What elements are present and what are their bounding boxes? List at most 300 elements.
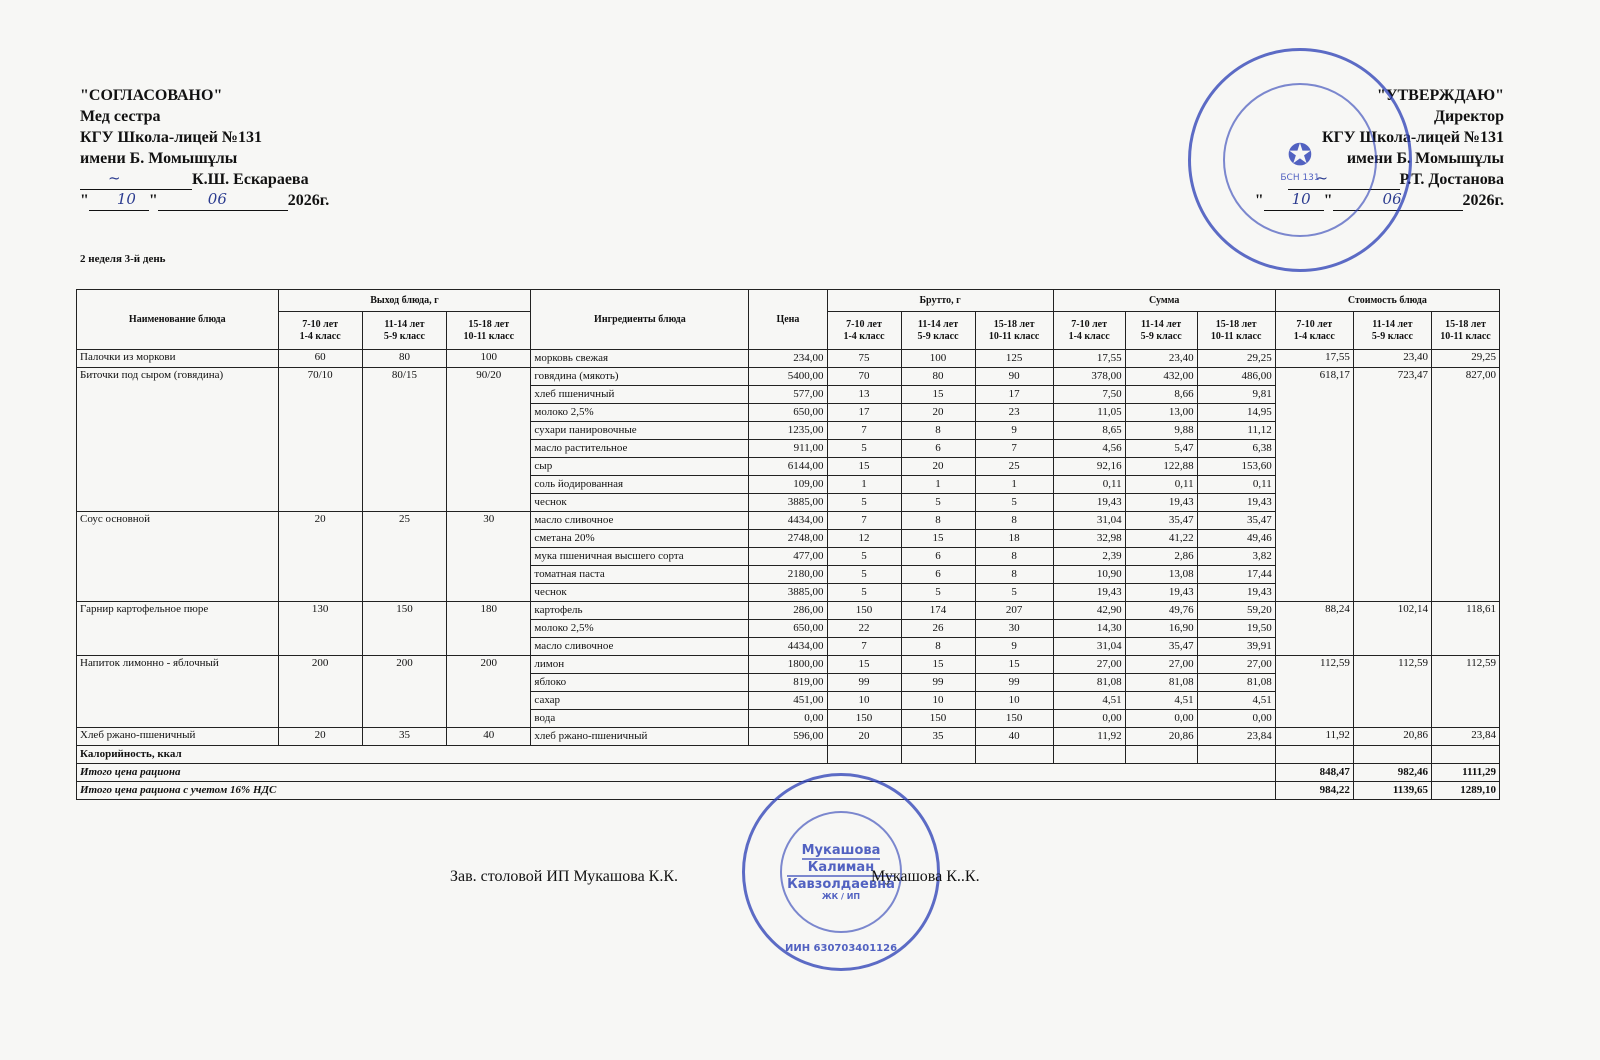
dish-name: Гарнир картофельное пюре — [77, 602, 279, 656]
ingredient-brutto: 7 — [827, 512, 901, 530]
empty-cell — [1275, 746, 1353, 764]
ingredient-name: лимон — [531, 656, 749, 674]
ingredient-name: масло сливочное — [531, 512, 749, 530]
ingredient-sum: 41,22 — [1125, 530, 1197, 548]
age-range: 7-10 лет — [302, 318, 339, 330]
ingredient-sum: 153,60 — [1197, 458, 1275, 476]
class-range: 5-9 класс — [383, 330, 425, 342]
empty-cell — [1053, 746, 1125, 764]
ingredient-brutto: 40 — [975, 728, 1053, 746]
ingredient-sum: 19,50 — [1197, 620, 1275, 638]
dish-output: 30 — [447, 512, 531, 602]
header-price: Цена — [749, 290, 827, 350]
ingredient-price: 2180,00 — [749, 566, 827, 584]
dish-cost: 23,40 — [1353, 350, 1431, 368]
age-range: 7-10 лет — [1071, 318, 1108, 330]
dish-cost: 20,86 — [1353, 728, 1431, 746]
ingredient-brutto: 70 — [827, 368, 901, 386]
ingredient-price: 234,00 — [749, 350, 827, 368]
ingredient-price: 6144,00 — [749, 458, 827, 476]
ingredient-price: 451,00 — [749, 692, 827, 710]
subheader-output-3 — [447, 312, 531, 350]
ingredient-brutto: 1 — [975, 476, 1053, 494]
dish-output: 200 — [362, 656, 446, 728]
school-round-stamp — [1188, 48, 1412, 272]
ingredient-price: 109,00 — [749, 476, 827, 494]
ingredient-price: 3885,00 — [749, 494, 827, 512]
ingredient-name: картофель — [531, 602, 749, 620]
agreed-org: КГУ Школа-лицей №131 — [80, 129, 263, 146]
header-dish: Наименование блюда — [77, 290, 279, 350]
ingredient-name: чеснок — [531, 584, 749, 602]
ingredient-brutto: 100 — [901, 350, 975, 368]
table-row — [77, 656, 1500, 674]
ingredient-sum: 81,08 — [1197, 674, 1275, 692]
subheader-cost-1 — [1275, 312, 1353, 350]
agreed-position: Мед сестра — [80, 108, 161, 125]
age-range: 7-10 лет — [1296, 318, 1333, 330]
dish-cost: 102,14 — [1353, 602, 1431, 656]
header-brutto: Брутто, г — [827, 290, 1053, 312]
class-range: 10-11 класс — [1440, 330, 1491, 342]
ingredient-name: сметана 20% — [531, 530, 749, 548]
class-range: 1-4 класс — [1068, 330, 1110, 342]
class-range: 1-4 класс — [1293, 330, 1335, 342]
class-range: 5-9 класс — [917, 330, 959, 342]
dish-cost: 112,59 — [1353, 656, 1431, 728]
ingredient-sum: 42,90 — [1053, 602, 1125, 620]
ingredient-brutto: 7 — [975, 440, 1053, 458]
date-year: 2026г. — [287, 192, 330, 209]
ingredient-sum: 27,00 — [1125, 656, 1197, 674]
ingredient-brutto: 8 — [975, 548, 1053, 566]
dish-cost: 827,00 — [1431, 368, 1499, 602]
stamp-inn: ИИН 630703401126 — [784, 943, 898, 954]
day-label: 2 неделя 3-й день — [80, 253, 166, 265]
ingredient-brutto: 8 — [975, 512, 1053, 530]
table-row — [77, 728, 1500, 746]
ingredient-brutto: 9 — [975, 638, 1053, 656]
table-row — [77, 368, 1500, 386]
ingredient-sum: 35,47 — [1197, 512, 1275, 530]
ingredient-sum: 14,30 — [1053, 620, 1125, 638]
dish-output: 90/20 — [447, 368, 531, 512]
ingredient-brutto: 5 — [827, 494, 901, 512]
ingredient-price: 819,00 — [749, 674, 827, 692]
dish-output: 20 — [278, 512, 362, 602]
ingredient-name: хлеб ржано-пшеничный — [531, 728, 749, 746]
ingredient-brutto: 10 — [827, 692, 901, 710]
ingredient-brutto: 17 — [827, 404, 901, 422]
class-range: 10-11 класс — [988, 330, 1040, 342]
header-output: Выход блюда, г — [278, 290, 531, 312]
ingredient-sum: 11,92 — [1053, 728, 1125, 746]
approved-position: Директор — [1434, 108, 1504, 125]
ingredient-sum: 4,51 — [1125, 692, 1197, 710]
footer — [450, 868, 980, 886]
approved-title: "УТВЕРЖДАЮ" — [1376, 87, 1504, 104]
ingredient-brutto: 15 — [901, 386, 975, 404]
ingredient-sum: 17,55 — [1053, 350, 1125, 368]
approved-signatory: Р.Т. Достанова — [1399, 171, 1504, 188]
ingredient-brutto: 99 — [827, 674, 901, 692]
ingredient-sum: 31,04 — [1053, 638, 1125, 656]
ingredient-brutto: 207 — [975, 602, 1053, 620]
subheader-cost-2 — [1353, 312, 1431, 350]
age-range: 15-18 лет — [993, 318, 1035, 330]
ingredient-sum: 14,95 — [1197, 404, 1275, 422]
age-range: 15-18 лет — [1445, 318, 1486, 330]
agreed-date: " 10 " 06 2026г. — [80, 190, 330, 209]
ingredient-sum: 39,91 — [1197, 638, 1275, 656]
dish-name: Хлеб ржано-пшеничный — [77, 728, 279, 746]
ingredient-sum: 3,82 — [1197, 548, 1275, 566]
ingredient-sum: 19,43 — [1197, 584, 1275, 602]
dish-output: 35 — [362, 728, 446, 746]
ingredient-name: яблоко — [531, 674, 749, 692]
date-month: 06 — [207, 190, 227, 208]
dish-output: 40 — [447, 728, 531, 746]
header-sum: Сумма — [1053, 290, 1275, 312]
dish-cost: 723,47 — [1353, 368, 1431, 602]
ingredient-brutto: 15 — [827, 458, 901, 476]
ingredient-brutto: 5 — [827, 548, 901, 566]
ingredient-price: 5400,00 — [749, 368, 827, 386]
ingredient-sum: 0,11 — [1053, 476, 1125, 494]
ingredient-sum: 0,11 — [1125, 476, 1197, 494]
date-year: 2026г. — [1462, 192, 1504, 209]
age-range: 11-14 лет — [917, 318, 959, 330]
ingredient-price: 2748,00 — [749, 530, 827, 548]
ingredient-brutto: 26 — [901, 620, 975, 638]
dish-output: 200 — [447, 656, 531, 728]
date-day: 10 — [1291, 190, 1311, 208]
ingredient-sum: 32,98 — [1053, 530, 1125, 548]
approved-date: " 10 " 06 2026г. — [1254, 190, 1504, 209]
ingredient-brutto: 15 — [901, 530, 975, 548]
ingredient-sum: 35,47 — [1125, 512, 1197, 530]
subheader-sum-2 — [1125, 312, 1197, 350]
ingredient-name: молоко 2,5% — [531, 620, 749, 638]
ingredient-brutto: 150 — [827, 602, 901, 620]
ingredient-sum: 13,00 — [1125, 404, 1197, 422]
dish-output: 80 — [362, 350, 446, 368]
ingredient-brutto: 15 — [901, 656, 975, 674]
ingredient-price: 1235,00 — [749, 422, 827, 440]
ingredient-sum: 19,43 — [1053, 494, 1125, 512]
ingredient-name: мука пшеничная высшего сорта — [531, 548, 749, 566]
date-day: 10 — [116, 190, 136, 208]
ingredient-brutto: 174 — [901, 602, 975, 620]
ingredient-sum: 17,44 — [1197, 566, 1275, 584]
class-range: 1-4 класс — [299, 330, 341, 342]
ingredient-sum: 5,47 — [1125, 440, 1197, 458]
ingredient-brutto: 30 — [975, 620, 1053, 638]
dish-output: 80/15 — [362, 368, 446, 512]
approved-org: КГУ Школа-лицей №131 — [1321, 129, 1504, 146]
calories-row — [77, 746, 1500, 764]
stamp-bottom-text: ЖК / ИП — [821, 892, 861, 901]
dish-name: Палочки из моркови — [77, 350, 279, 368]
subheader-output-1 — [278, 312, 362, 350]
dish-output: 20 — [278, 728, 362, 746]
ingredient-sum: 6,38 — [1197, 440, 1275, 458]
ingredient-brutto: 150 — [975, 710, 1053, 728]
ingredient-brutto: 80 — [901, 368, 975, 386]
stamp-name-2: Калиман — [807, 860, 875, 875]
dish-cost: 88,24 — [1275, 602, 1353, 656]
approval-block-left — [80, 85, 329, 211]
ingredient-name: говядина (мякоть) — [531, 368, 749, 386]
ingredient-sum: 49,46 — [1197, 530, 1275, 548]
ingredient-sum: 31,04 — [1053, 512, 1125, 530]
class-range: 5-9 класс — [1140, 330, 1182, 342]
dish-cost: 17,55 — [1275, 350, 1353, 368]
empty-cell — [1353, 746, 1431, 764]
ingredient-sum: 8,65 — [1053, 422, 1125, 440]
age-range: 11-14 лет — [1372, 318, 1413, 330]
ingredient-brutto: 5 — [827, 440, 901, 458]
class-range: 1-4 класс — [843, 330, 885, 342]
ingredient-brutto: 8 — [901, 422, 975, 440]
ingredient-brutto: 6 — [901, 548, 975, 566]
ingredient-brutto: 23 — [975, 404, 1053, 422]
table-row — [77, 350, 1500, 368]
ingredient-sum: 122,88 — [1125, 458, 1197, 476]
ingredient-sum: 11,12 — [1197, 422, 1275, 440]
ingredient-price: 477,00 — [749, 548, 827, 566]
ingredient-sum: 13,08 — [1125, 566, 1197, 584]
calories-label: Калорийность, ккал — [77, 746, 828, 764]
signature-mark: ~ — [1315, 169, 1329, 187]
ingredient-sum: 27,00 — [1053, 656, 1125, 674]
ingredient-brutto: 125 — [975, 350, 1053, 368]
ingredient-sum: 378,00 — [1053, 368, 1125, 386]
ingredient-sum: 19,43 — [1197, 494, 1275, 512]
ingredient-brutto: 17 — [975, 386, 1053, 404]
ingredient-brutto: 6 — [901, 566, 975, 584]
ingredient-sum: 10,90 — [1053, 566, 1125, 584]
ingredient-name: хлеб пшеничный — [531, 386, 749, 404]
ingredient-sum: 2,86 — [1125, 548, 1197, 566]
ingredient-brutto: 13 — [827, 386, 901, 404]
ingredient-sum: 0,00 — [1053, 710, 1125, 728]
ingredient-brutto: 22 — [827, 620, 901, 638]
stamp-name-3: Кавзолдаевна — [787, 877, 895, 892]
ingredient-price: 596,00 — [749, 728, 827, 746]
total-row-value: 848,47 — [1275, 764, 1353, 782]
ingredient-sum: 35,47 — [1125, 638, 1197, 656]
age-range: 15-18 лет — [468, 318, 510, 330]
header-ingredients: Ингредиенты блюда — [531, 290, 749, 350]
total-row — [77, 764, 1500, 782]
total-vat-row-label: Итого цена рациона с учетом 16% НДС — [77, 782, 1276, 800]
age-range: 11-14 лет — [384, 318, 425, 330]
ingredient-sum: 19,43 — [1125, 494, 1197, 512]
ingredient-sum: 432,00 — [1125, 368, 1197, 386]
subheader-sum-1 — [1053, 312, 1125, 350]
ingredient-brutto: 8 — [901, 638, 975, 656]
stamp-center-text: БСН 131 — [1280, 172, 1320, 183]
ingredient-name: сыр — [531, 458, 749, 476]
ingredient-name: сахар — [531, 692, 749, 710]
ingredient-price: 577,00 — [749, 386, 827, 404]
ingredient-brutto: 150 — [827, 710, 901, 728]
ingredient-sum: 8,66 — [1125, 386, 1197, 404]
ingredient-brutto: 99 — [901, 674, 975, 692]
table-row — [77, 602, 1500, 620]
dish-output: 100 — [447, 350, 531, 368]
ingredient-sum: 92,16 — [1053, 458, 1125, 476]
footer-manager: Зав. столовой ИП Мукашова К.К. — [450, 868, 679, 885]
age-range: 15-18 лет — [1215, 318, 1257, 330]
ingredient-brutto: 35 — [901, 728, 975, 746]
dish-cost: 11,92 — [1275, 728, 1353, 746]
class-range: 5-9 класс — [1371, 330, 1413, 342]
dish-output: 25 — [362, 512, 446, 602]
ingredient-price: 286,00 — [749, 602, 827, 620]
empty-cell — [827, 746, 901, 764]
total-row-value: 982,46 — [1353, 764, 1431, 782]
ingredient-brutto: 5 — [827, 584, 901, 602]
ingredient-sum: 23,84 — [1197, 728, 1275, 746]
ingredient-brutto: 1 — [827, 476, 901, 494]
dish-output: 130 — [278, 602, 362, 656]
ingredient-brutto: 90 — [975, 368, 1053, 386]
ingredient-brutto: 8 — [901, 512, 975, 530]
ingredient-brutto: 9 — [975, 422, 1053, 440]
ingredient-brutto: 1 — [901, 476, 975, 494]
ingredient-price: 1800,00 — [749, 656, 827, 674]
ingredient-brutto: 20 — [901, 404, 975, 422]
ingredient-price: 650,00 — [749, 404, 827, 422]
date-month: 06 — [1382, 190, 1402, 208]
ingredient-brutto: 150 — [901, 710, 975, 728]
dish-output: 150 — [362, 602, 446, 656]
ingredient-sum: 19,43 — [1125, 584, 1197, 602]
ingredient-sum: 0,00 — [1197, 710, 1275, 728]
ingredient-brutto: 5 — [975, 584, 1053, 602]
ingredient-brutto: 10 — [975, 692, 1053, 710]
agreed-signatory: К.Ш. Ескараева — [192, 171, 309, 188]
ingredient-brutto: 20 — [901, 458, 975, 476]
ingredient-brutto: 20 — [827, 728, 901, 746]
ingredient-sum: 19,43 — [1053, 584, 1125, 602]
footer-signatory: Мукашова К..К. — [871, 868, 980, 885]
age-range: 11-14 лет — [1140, 318, 1182, 330]
ingredient-brutto: 5 — [975, 494, 1053, 512]
approved-org-name: имени Б. Момышұлы — [1346, 150, 1504, 167]
ingredient-sum: 9,88 — [1125, 422, 1197, 440]
ingredient-brutto: 18 — [975, 530, 1053, 548]
class-range: 10-11 класс — [1210, 330, 1262, 342]
ingredient-brutto: 8 — [975, 566, 1053, 584]
total-row-label: Итого цена рациона — [77, 764, 1276, 782]
emblem-icon: ✪ — [1287, 137, 1313, 173]
ingredient-sum: 49,76 — [1125, 602, 1197, 620]
dish-cost: 112,59 — [1275, 656, 1353, 728]
ingredient-price: 911,00 — [749, 440, 827, 458]
ingredient-sum: 29,25 — [1197, 350, 1275, 368]
subheader-brutto-2 — [901, 312, 975, 350]
subheader-brutto-1 — [827, 312, 901, 350]
agreed-signature-line — [80, 169, 329, 190]
dish-cost: 23,84 — [1431, 728, 1499, 746]
ingredient-name: чеснок — [531, 494, 749, 512]
total-vat-row-value: 1289,10 — [1431, 782, 1499, 800]
ingredient-sum: 59,20 — [1197, 602, 1275, 620]
ingredient-brutto: 5 — [901, 584, 975, 602]
ingredient-sum: 81,08 — [1053, 674, 1125, 692]
dish-output: 70/10 — [278, 368, 362, 512]
ingredient-brutto: 7 — [827, 422, 901, 440]
ingredient-price: 4434,00 — [749, 638, 827, 656]
dish-output: 200 — [278, 656, 362, 728]
class-range: 10-11 класс — [463, 330, 515, 342]
dish-cost: 118,61 — [1431, 602, 1499, 656]
ingredient-sum: 0,00 — [1125, 710, 1197, 728]
dish-output: 60 — [278, 350, 362, 368]
empty-cell — [1125, 746, 1197, 764]
ingredient-brutto: 5 — [901, 494, 975, 512]
ingredient-sum: 23,40 — [1125, 350, 1197, 368]
empty-cell — [975, 746, 1053, 764]
ingredient-sum: 7,50 — [1053, 386, 1125, 404]
ingredient-sum: 4,51 — [1053, 692, 1125, 710]
ingredient-brutto: 75 — [827, 350, 901, 368]
ingredient-sum: 0,11 — [1197, 476, 1275, 494]
dish-name: Соус основной — [77, 512, 279, 602]
ingredient-brutto: 25 — [975, 458, 1053, 476]
ingredient-name: молоко 2,5% — [531, 404, 749, 422]
ingredient-sum: 27,00 — [1197, 656, 1275, 674]
dish-output: 180 — [447, 602, 531, 656]
dish-cost: 112,59 — [1431, 656, 1499, 728]
ingredient-name: соль йодированная — [531, 476, 749, 494]
ingredient-name: томатная паста — [531, 566, 749, 584]
ingredient-sum: 20,86 — [1125, 728, 1197, 746]
dish-cost: 618,17 — [1275, 368, 1353, 602]
empty-cell — [901, 746, 975, 764]
ingredient-price: 4434,00 — [749, 512, 827, 530]
dish-cost: 29,25 — [1431, 350, 1499, 368]
ingredient-brutto: 12 — [827, 530, 901, 548]
header-cost: Стоимость блюда — [1275, 290, 1499, 312]
dish-name: Напиток лимонно - яблочный — [77, 656, 279, 728]
signature-mark: ~ — [108, 169, 121, 187]
ingredient-brutto: 15 — [827, 656, 901, 674]
ingredient-name: масло сливочное — [531, 638, 749, 656]
ingredient-sum: 4,56 — [1053, 440, 1125, 458]
stamp-name-1: Мукашова — [801, 843, 881, 858]
ingredient-name: масло растительное — [531, 440, 749, 458]
subheader-output-2 — [362, 312, 446, 350]
ingredient-sum: 81,08 — [1125, 674, 1197, 692]
ingredient-brutto: 7 — [827, 638, 901, 656]
ingredient-price: 650,00 — [749, 620, 827, 638]
ingredient-sum: 9,81 — [1197, 386, 1275, 404]
ingredient-price: 0,00 — [749, 710, 827, 728]
ingredient-sum: 486,00 — [1197, 368, 1275, 386]
ingredient-sum: 4,51 — [1197, 692, 1275, 710]
ingredient-sum: 11,05 — [1053, 404, 1125, 422]
ingredient-name: морковь свежая — [531, 350, 749, 368]
ingredient-name: сухари панировочные — [531, 422, 749, 440]
empty-cell — [1431, 746, 1499, 764]
agreed-org-name: имени Б. Момышұлы — [80, 150, 238, 167]
dish-name: Биточки под сыром (говядина) — [77, 368, 279, 512]
ingredient-sum: 2,39 — [1053, 548, 1125, 566]
